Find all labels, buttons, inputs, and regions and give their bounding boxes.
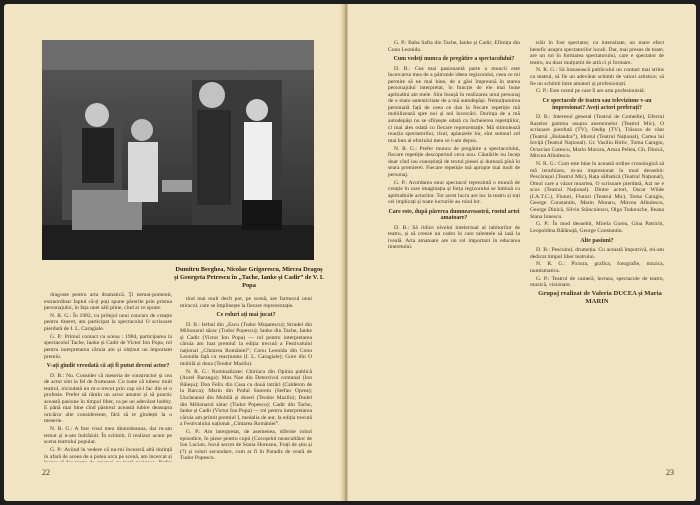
interview-question: Alte pasiuni? [580,237,614,244]
interview-paragraph: N. R. G.: Să însusească publicului un contact mai strîns cu teatrul, să fie un adevărat schimb de valori artistice; să fie un schimb între amatori și profesioniști. [530,67,664,87]
interview-paragraph: N. R. G.: A fost visul meu dintotdeauna, dar m-am temut și n-am îndrăznit. În schimb, îl realizez acum pe scena teatrului popular. [44,426,172,446]
left-page [4,4,344,501]
interview-paragraph: D. B.: Să ridice nivelul intelectual al iubitorilor de teatru, și să creeze un cadru în care talentele să iasă la iveală. Arta amatoare are un rol important în educarea tineretului. [388,224,520,251]
interview-question: Ce roluri ați mai jucat? [216,312,276,319]
interview-question: V-ați gîndit vreodată că ați fi putut deveni actor? [46,363,170,370]
interview-paragraph: N. R. G.: Nominalizate: Chiriacu din Opinia publică (Aurel Baranga); Mos Nae din Detectivul comunal (Ion Băieșu); Don Felix din Casa cu două intrări (Calderon de la Barca); Marin din Podul Suoretu (Stefan Oprea); Uncheanul din Mobilă și doreri (Teodor Mazilu); Dudel din Milionarul sărac (Tudor Popescu); Cadir din Tache, Ianke și Cadir (Victor Ion Popa) — rol pentru interpretarea căruia am primit premiul I, medalia de aur, la ediția trecută a Festivalului național „Cîntarea României”. [180,368,312,428]
interview-paragraph: G. P.: Baba Safta din Tache, Ianke și Cadir; Efimița din Conu Leonida. [388,40,520,53]
interview-paragraph: N. R. G.: Pictura, grafica, fotografie, muzica, numismatica. [530,261,664,274]
interview-paragraph: G. P.: Primul contact cu scena : 1984, participarea la spectacolul Tache, Ianke și Cadir de Victor Ion Popa, rol pentru interpretarea căruia am și obținut un important premiu. [44,333,172,360]
interview-paragraph: D. B.: Cea mai pasionantă parte a muncii este încercarea mea de a pătrunde ideea regizorului, ceea ce mi permite să ne mai bine, de a găsi împreună în starea personajului interpretat, în funcție de ele mai bune aptitudini ale mele. Sînt însușă în realizarea unui personaj de o mare autenticitate de a mă autodepăși. Nemulțumirea personală față de ceea ce dau la fiecare repetiție mă mobilizează spre noi și noi încercări. Dorința de a mă autodepăși nu se sfîrșește odată cu încheierea repetițiilor, ci mai ales odată cu fiecare reprezentație. Mă stimulează reacția spectatorilor, rîsul, aplauzele lor, sînt semnul cel mai bun al efortului meu ce l-am depus. [388,65,520,144]
left-column-2 [180,296,312,462]
right-column-2 [530,40,664,466]
interview-paragraph: G. P.: Am interpretat, de asemenea, diferite roluri episodice, în piese pentru copii (Cocoșelul neascultător de Ion Lucian, Jocul secret de Sonia Horeanu, Frați de știu și (?) și roluri secundare, cum ar fi în Paradis de ceară de Tudor Popescu. [180,428,312,462]
interview-paragraph: D. B.: Nu. Consider că meseria de constructor și cea de actor sînt la fel de frumoase. Cu toate că iubesc mult teatrul, niciodată nu m-a trecut prin cap să-l fac din el o profesie. Prefer să rămîn un actor amator și să practic această pasiune în timpul liber, ca pe un adevărat hobby. E până mai bine cînd păstrezi această iubire deasupra oricăror alte considerente, fără să te gîndești la o meserie. [44,372,172,425]
article-credit: Grupaj realizat de Valeria DUCEA și Maria MARIN [538,290,662,306]
interview-paragraph: dragoste pentru arta dramatică. Ţi nemai-pomenit, extraordinar faptul că-ți poți spune părerile prin prisma personajului, în fața unei săli pline, cînd ai ce spune. [44,292,172,312]
right-page [348,4,696,501]
stage-photo [42,40,314,260]
interview-question: Ce spectacole de teatru sau televiziune v-au impresionat? Aveți actori preferați? [542,97,652,111]
interview-paragraph: D. B.: Interesul general (Teatrul de Comedie), Efectul Razelor gamma asupra anemonelor (Teatrul Mic), O scrisoare pierdută (TV), Oedip (TV), Trăsura de vânt (Teatrul „Bulandra”), Idiotul (Teatrul Național), Cartea lui Ioviță (Teatrul Național). Gr. Vasiliu Birlic, Toma Caragiu, Octavian Cotescu, Marin Moraru, Amza Pellea, Gh. Dinică, Mircea Albulescu. [530,114,664,160]
interview-paragraph: G. P.: Aviind în vedere că nu-mi încearcă altă dorință în afară de aceea de a putea urca pe scenă, am încercat și [44,447,172,460]
left-column-1 [44,292,172,462]
theatre-scene-image [42,40,314,260]
interview-paragraph: N. R. G.: În 1982, cu prilejul unui concurs de creație pentru tineret, am participat la spectacolul O scrisoare pierdută de I. L. Caragiale. [44,312,172,333]
interview-paragraph: G. P.: Este rostul pe care îl are arta profesionistă. [536,88,646,95]
interview-paragraph: D. B.: Pescuitul, drumeția. Cu această împotrivă, mi-am dedicat timpul liber teatrului. [530,247,664,260]
interview-paragraph: G. P.: În mod deosebit, Mirela Gorea, Gina Patrichi, Leopoldina Bălănuță, George Constantin. [530,221,664,234]
photo-caption: Dumitru Berghea, Nicolae Grigorescu, Mircea Dragoș și Georgeta Petrescu în „Tache, Ianke și Cadir” de V. I. Popa [174,266,324,289]
interview-paragraph: G. P.: Acordarea unui spectacol reprezintă o muncă de creație în care imaginația și forța regizorului se îmbină cu aptitudinile actorilor. Tot acest lucru are loc la teatru și toți cei implicați și toate lucrurile au rolul lor. [388,179,520,206]
interview-paragraph: tind mai mult decît pot, pe scenă, are farmecul unui miracol, care se împlinește la fiecare reprezentație. [180,296,312,309]
right-column-1 [388,40,520,466]
interview-paragraph: trăit în fost spectator, cu intensitate, un mare efect benefic asupra spectatorilor locali. Dar, mai presus de toate, are un rol în formarea spectatorului, care e spectator de teatru, nu doar mulțumit de artă ci și formare. [530,40,664,66]
interview-paragraph: D. B.: Ierbul din „Escu (Tudor Mușatescu); Strudel din Milionarul sărac (Tudor Popescu); Ianke din Tache, Ianke și Cadir (Victor Ion Popa) — rol pentru interpretarea căruia am luat premiul la ediția trecută a Festivalului național „Cîntarea României”; Conu Leonida din Conu Leonida față cu reacțiunea (I. L. Caragiale); Gore din O mobilă și doua (Teodor Mazilu). [180,321,312,367]
interview-paragraph: N. R. G.: Prefer munca de pregătire a spectacolului, fiecare repetiție descoperind ceva nou. Căutările nu încep doar cînd iau cunoștință de textul piesei și durează pînă în seara premierei. Fiecare repetiție mă apropie mai mult de personaj. [388,145,520,178]
interview-paragraph: G. P.: Teatrul de cameră, lectura, spectacole de teatru, muzică, vizionare. [530,275,664,289]
interview-paragraph: N. R. G.: Cum este bine în această ordine cronologică să mă ierarhizez, m-au impresionat în mod deosebit: Pescărușul (Teatrul Mic), Rața sălbatică (Teatrul Național), Omul care a văzut moartea, O scrisoare pierdută, Azi ne e scos (Teatrul Național). Dintre actori, Oscar Wilde (I.A.T.C.), Fluturi, Fluturi (Teatrul Mic), Toma Caragiu, George Constantin, Marin Moraru, Mircea Albulescu, George Dinică, Silviu Stănculescu, Olga Tudorache, Ileana Stana Ionescu. [530,161,664,220]
page-number-right: 23 [666,468,674,477]
interview-question: Cum vedeți munca de pregătire a spectacolului? [393,56,515,63]
interview-question: Care este, după părerea dumneavoastră, rostul artei amatoare? [388,208,520,222]
page-number-left: 22 [42,468,50,477]
